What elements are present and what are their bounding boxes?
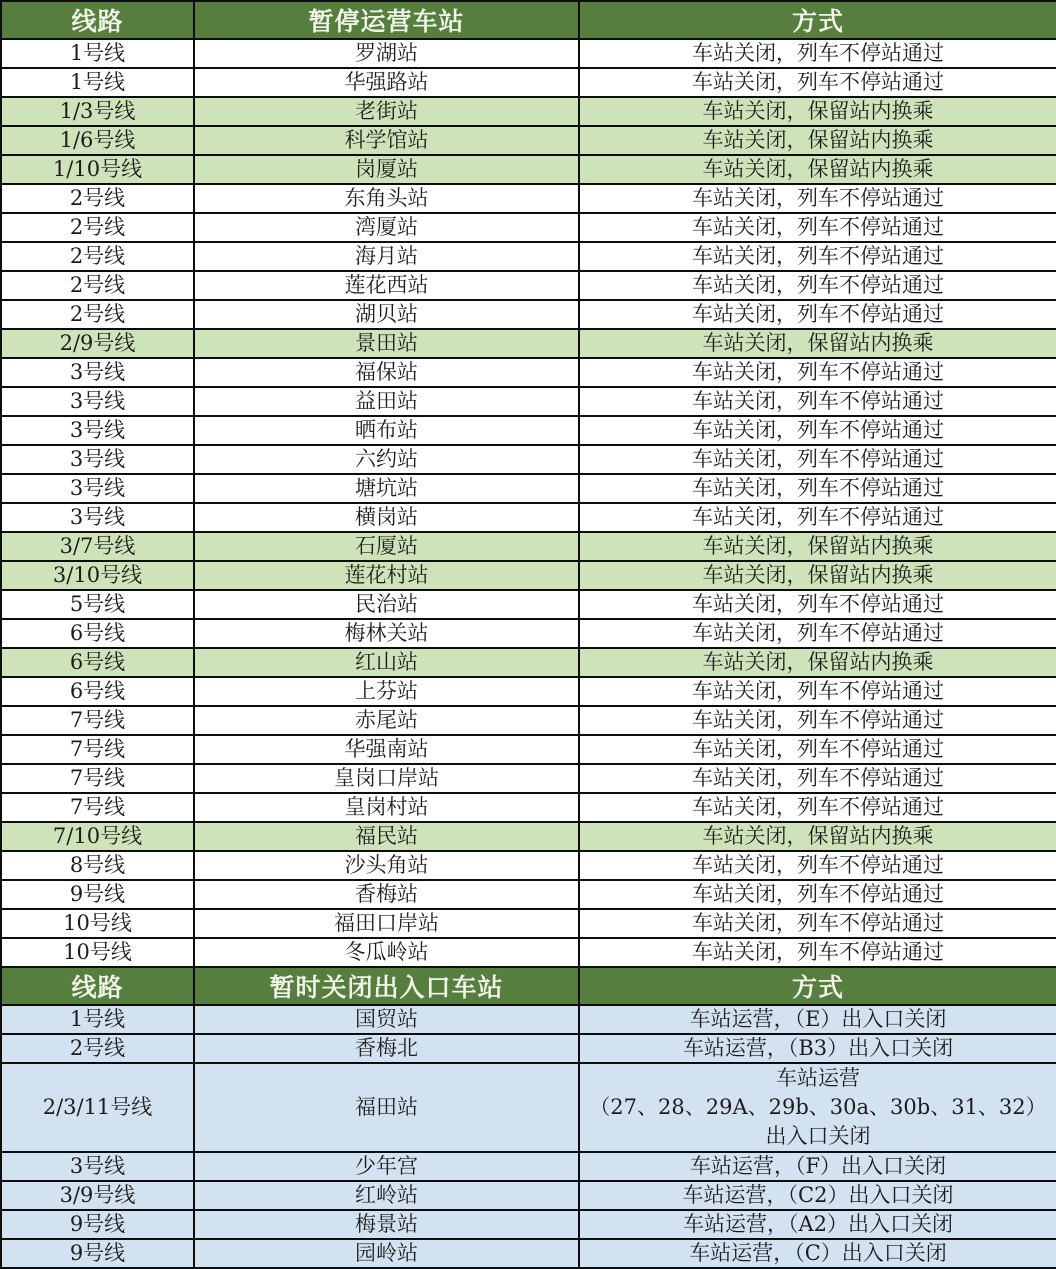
line-cell: 9号线	[1, 1210, 194, 1239]
method-cell: 车站关闭，列车不停站通过	[579, 619, 1056, 648]
station-cell: 东角头站	[194, 184, 579, 213]
line-cell: 3/9号线	[1, 1181, 194, 1210]
method-cell: 车站关闭，列车不停站通过	[579, 358, 1056, 387]
table-row	[1, 938, 1056, 967]
table-row	[1, 358, 1056, 387]
table-row	[1, 329, 1056, 358]
station-cell: 益田站	[194, 387, 579, 416]
line-cell: 3号线	[1, 445, 194, 474]
line-cell: 9号线	[1, 880, 194, 909]
method-cell: 车站关闭，列车不停站通过	[579, 909, 1056, 938]
station-cell: 福田口岸站	[194, 909, 579, 938]
table-row	[1, 590, 1056, 619]
station-cell: 六约站	[194, 445, 579, 474]
station-cell: 莲花西站	[194, 271, 579, 300]
method-cell: 车站关闭，列车不停站通过	[579, 880, 1056, 909]
line-cell: 1/3号线	[1, 97, 194, 126]
station-cell: 赤尾站	[194, 706, 579, 735]
line-cell: 2/9号线	[1, 329, 194, 358]
table-row	[1, 97, 1056, 126]
station-cell: 晒布站	[194, 416, 579, 445]
table-row	[1, 1005, 1056, 1034]
station-cell: 横岗站	[194, 503, 579, 532]
line-cell: 1号线	[1, 39, 194, 68]
table-row	[1, 793, 1056, 822]
method-cell: 车站关闭，列车不停站通过	[579, 184, 1056, 213]
station-cell: 华强路站	[194, 68, 579, 97]
method-cell: 车站关闭，列车不停站通过	[579, 68, 1056, 97]
method-cell	[579, 1063, 1056, 1152]
station-cell: 梅景站	[194, 1210, 579, 1239]
method-cell: 车站关闭，列车不停站通过	[579, 677, 1056, 706]
closed-entrances-section	[1, 967, 1056, 1268]
station-cell: 景田站	[194, 329, 579, 358]
line-cell: 2/3/11号线	[1, 1063, 194, 1152]
line-cell: 6号线	[1, 619, 194, 648]
station-cell: 少年宫	[194, 1152, 579, 1181]
table-row	[1, 242, 1056, 271]
station-cell: 莲花村站	[194, 561, 579, 590]
line-cell: 3/10号线	[1, 561, 194, 590]
station-cell: 湖贝站	[194, 300, 579, 329]
station-cell: 福保站	[194, 358, 579, 387]
method-cell: 车站关闭，列车不停站通过	[579, 706, 1056, 735]
method-cell: 车站运营，（C）出入口关闭	[579, 1239, 1056, 1268]
method-cell: 车站关闭，保留站内换乘	[579, 561, 1056, 590]
table-row	[1, 1063, 1056, 1152]
station-cell: 石厦站	[194, 532, 579, 561]
method-cell: 车站关闭，列车不停站通过	[579, 793, 1056, 822]
line-cell: 3号线	[1, 1152, 194, 1181]
table-row	[1, 213, 1056, 242]
section2-header-row	[1, 967, 1056, 1005]
line-cell: 2号线	[1, 271, 194, 300]
method-cell: 车站关闭，列车不停站通过	[579, 735, 1056, 764]
station-cell: 国贸站	[194, 1005, 579, 1034]
section2-header-method: 方式	[579, 967, 1056, 1005]
table-row	[1, 880, 1056, 909]
method-line: （27、28、29A、29b、30a、30b、31、32）	[589, 1095, 1047, 1119]
table-row	[1, 503, 1056, 532]
station-cell: 皇岗村站	[194, 793, 579, 822]
line-cell: 2号线	[1, 1034, 194, 1063]
line-cell: 2号线	[1, 213, 194, 242]
station-cell: 福田站	[194, 1063, 579, 1152]
table-row	[1, 271, 1056, 300]
method-cell: 车站关闭，列车不停站通过	[579, 938, 1056, 967]
table-row	[1, 1210, 1056, 1239]
station-cell: 香梅北	[194, 1034, 579, 1063]
table-row	[1, 619, 1056, 648]
line-cell: 6号线	[1, 648, 194, 677]
station-cell: 上芬站	[194, 677, 579, 706]
method-cell: 车站运营，（B3）出入口关闭	[579, 1034, 1056, 1063]
method-line: 出入口关闭	[765, 1124, 871, 1148]
method-cell: 车站关闭，保留站内换乘	[579, 155, 1056, 184]
method-cell: 车站关闭，列车不停站通过	[579, 242, 1056, 271]
line-cell: 2号线	[1, 242, 194, 271]
method-cell: 车站关闭，保留站内换乘	[579, 329, 1056, 358]
line-cell: 3号线	[1, 358, 194, 387]
station-cell: 园岭站	[194, 1239, 579, 1268]
table-row	[1, 561, 1056, 590]
station-cell: 沙头角站	[194, 851, 579, 880]
method-cell: 车站运营，（F）出入口关闭	[579, 1152, 1056, 1181]
station-cell: 科学馆站	[194, 126, 579, 155]
station-cell: 红山站	[194, 648, 579, 677]
table-row	[1, 300, 1056, 329]
method-cell: 车站关闭，列车不停站通过	[579, 39, 1056, 68]
station-cell: 梅林关站	[194, 619, 579, 648]
station-cell: 华强南站	[194, 735, 579, 764]
section1-header-station: 暂停运营车站	[194, 1, 579, 39]
table-row	[1, 1152, 1056, 1181]
section2-header-line: 线路	[1, 967, 194, 1005]
method-cell: 车站关闭，保留站内换乘	[579, 648, 1056, 677]
table-row	[1, 1239, 1056, 1268]
line-cell: 1号线	[1, 1005, 194, 1034]
method-cell: 车站运营，（A2）出入口关闭	[579, 1210, 1056, 1239]
line-cell: 3/7号线	[1, 532, 194, 561]
table-row	[1, 706, 1056, 735]
method-cell: 车站关闭，保留站内换乘	[579, 97, 1056, 126]
line-cell: 7号线	[1, 735, 194, 764]
method-cell: 车站关闭，保留站内换乘	[579, 822, 1056, 851]
line-cell: 6号线	[1, 677, 194, 706]
table-row	[1, 39, 1056, 68]
line-cell: 1号线	[1, 68, 194, 97]
method-cell: 车站关闭，列车不停站通过	[579, 851, 1056, 880]
table-row	[1, 1034, 1056, 1063]
line-cell: 9号线	[1, 1239, 194, 1268]
table-row	[1, 822, 1056, 851]
station-cell: 福民站	[194, 822, 579, 851]
station-cell: 罗湖站	[194, 39, 579, 68]
method-cell: 车站关闭，列车不停站通过	[579, 764, 1056, 793]
method-cell: 车站运营，（C2）出入口关闭	[579, 1181, 1056, 1210]
table-row	[1, 184, 1056, 213]
line-cell: 5号线	[1, 590, 194, 619]
method-cell: 车站关闭，保留站内换乘	[579, 532, 1056, 561]
method-cell: 车站关闭，列车不停站通过	[579, 503, 1056, 532]
method-cell: 车站关闭，列车不停站通过	[579, 474, 1056, 503]
section1-header-row	[1, 1, 1056, 39]
station-cell: 皇岗口岸站	[194, 764, 579, 793]
station-cell: 岗厦站	[194, 155, 579, 184]
table-row	[1, 764, 1056, 793]
station-cell: 湾厦站	[194, 213, 579, 242]
table-row	[1, 677, 1056, 706]
method-cell: 车站关闭，保留站内换乘	[579, 126, 1056, 155]
line-cell: 7号线	[1, 793, 194, 822]
line-cell: 7/10号线	[1, 822, 194, 851]
section1-header-method: 方式	[579, 1, 1056, 39]
station-cell: 塘坑站	[194, 474, 579, 503]
line-cell: 2号线	[1, 184, 194, 213]
line-cell: 10号线	[1, 938, 194, 967]
method-cell: 车站关闭，列车不停站通过	[579, 445, 1056, 474]
table-row	[1, 1181, 1056, 1210]
suspended-stations-section	[1, 1, 1056, 967]
method-line: 车站运营	[776, 1066, 860, 1090]
table-row	[1, 416, 1056, 445]
line-cell: 3号线	[1, 387, 194, 416]
table-row	[1, 155, 1056, 184]
section2-header-station: 暂时关闭出入口车站	[194, 967, 579, 1005]
method-cell: 车站关闭，列车不停站通过	[579, 387, 1056, 416]
method-cell: 车站运营，（E）出入口关闭	[579, 1005, 1056, 1034]
line-cell: 3号线	[1, 503, 194, 532]
table-row	[1, 126, 1056, 155]
line-cell: 7号线	[1, 764, 194, 793]
method-cell: 车站关闭，列车不停站通过	[579, 590, 1056, 619]
line-cell: 2号线	[1, 300, 194, 329]
table-row	[1, 648, 1056, 677]
line-cell: 7号线	[1, 706, 194, 735]
station-cell: 海月站	[194, 242, 579, 271]
table-row	[1, 735, 1056, 764]
line-cell: 3号线	[1, 416, 194, 445]
table-row	[1, 68, 1056, 97]
table-row	[1, 445, 1056, 474]
section1-header-line: 线路	[1, 1, 194, 39]
line-cell: 3号线	[1, 474, 194, 503]
method-cell: 车站关闭，列车不停站通过	[579, 213, 1056, 242]
line-cell: 1/10号线	[1, 155, 194, 184]
method-cell: 车站关闭，列车不停站通过	[579, 300, 1056, 329]
table-row	[1, 387, 1056, 416]
table-row	[1, 532, 1056, 561]
station-cell: 红岭站	[194, 1181, 579, 1210]
station-cell: 老街站	[194, 97, 579, 126]
method-cell: 车站关闭，列车不停站通过	[579, 271, 1056, 300]
station-cell: 民治站	[194, 590, 579, 619]
line-cell: 1/6号线	[1, 126, 194, 155]
method-cell: 车站关闭，列车不停站通过	[579, 416, 1056, 445]
table-row	[1, 909, 1056, 938]
line-cell: 10号线	[1, 909, 194, 938]
table-row	[1, 851, 1056, 880]
station-cell: 冬瓜岭站	[194, 938, 579, 967]
table-row	[1, 474, 1056, 503]
station-cell: 香梅站	[194, 880, 579, 909]
line-cell: 8号线	[1, 851, 194, 880]
